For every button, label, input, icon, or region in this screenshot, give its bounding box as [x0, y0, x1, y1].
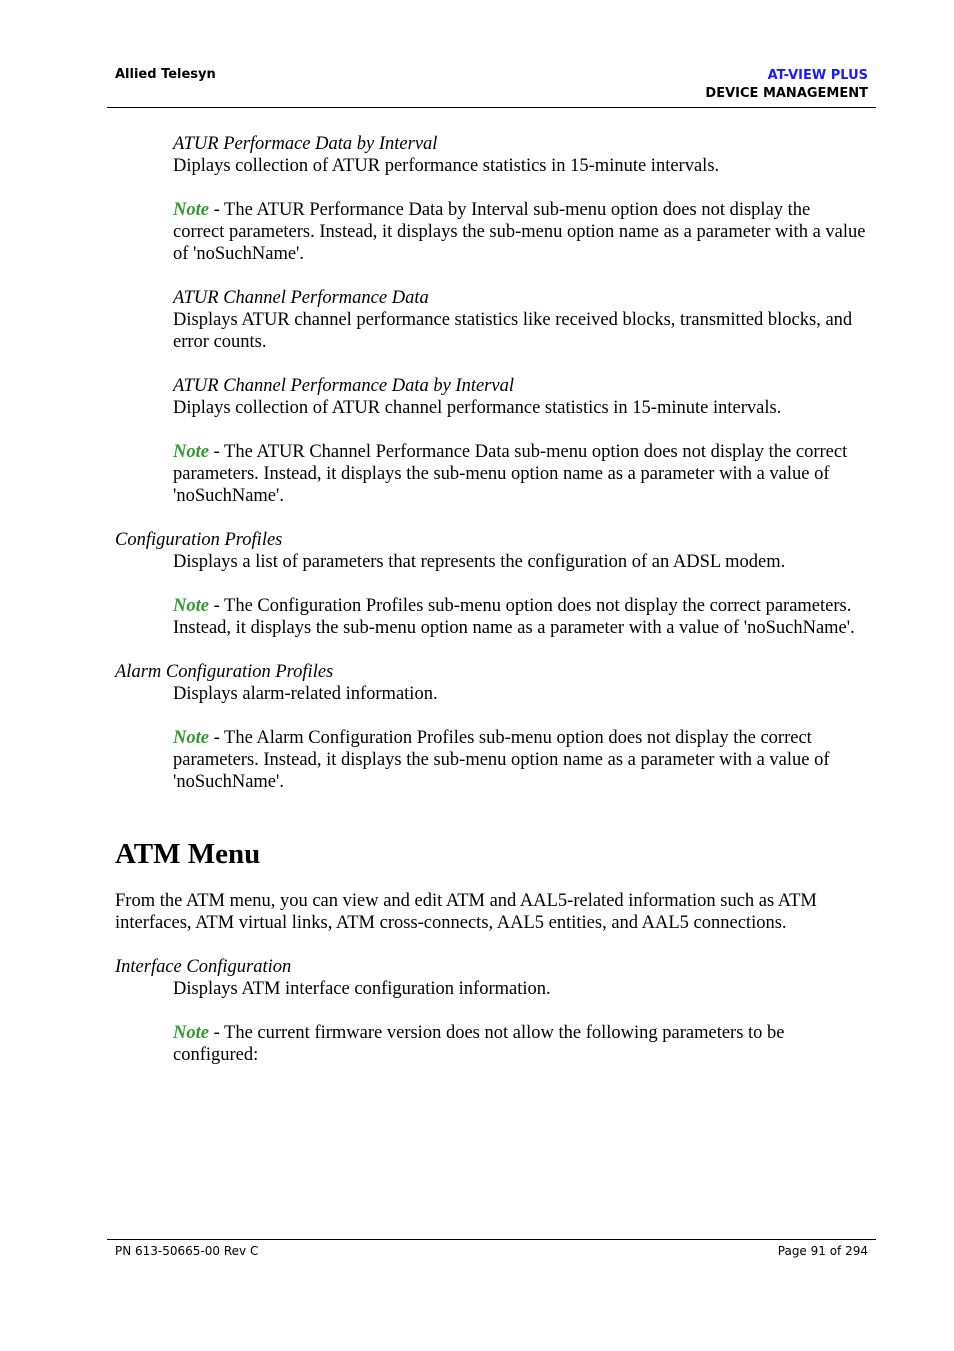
item-title-interface-configuration: Interface Configuration — [115, 957, 292, 977]
header-right — [705, 67, 868, 103]
footer-page-number: Page 91 of 294 — [777, 1244, 868, 1258]
item-title: ATUR Channel Performance Data by Interval — [173, 376, 514, 396]
item-title-alarm-configuration-profiles: Alarm Configuration Profiles — [115, 662, 334, 682]
note-text: - The Configuration Profiles sub-menu option does not display the correct parameters. Instead, it displays the sub-menu option name as a parameter with a value of 'noSuchName'. — [173, 596, 855, 638]
note-label: Note — [173, 728, 209, 748]
note-label: Note — [173, 1023, 209, 1043]
item-desc: Diplays collection of ATUR performance statistics in 15-minute intervals. — [173, 156, 720, 176]
note-label: Note — [173, 442, 209, 462]
header-rule — [107, 107, 876, 108]
note-text: - The current firmware version does not allow the following parameters to be configured: — [173, 1023, 785, 1065]
footer-rule — [107, 1239, 876, 1240]
atm-intro-paragraph: From the ATM menu, you can view and edit ATM and AAL5-related information such as ATM interfaces, ATM virtual links, ATM cross-connects, AAL5 entities, and AAL5 connections. — [115, 891, 817, 933]
note-text: - The Alarm Configuration Profiles sub-menu option does not display the correct parameters. Instead, it displays the sub-menu option name as a parameter with a value of 'noSuchName'. — [173, 728, 830, 792]
item-title-configuration-profiles: Configuration Profiles — [115, 530, 283, 550]
note-label: Note — [173, 200, 209, 220]
item-desc-alarm-configuration-profiles: Displays alarm-related information. — [173, 684, 438, 704]
item-desc: Diplays collection of ATUR channel performance statistics in 15-minute intervals. — [173, 398, 782, 418]
item-title: ATUR Performace Data by Interval — [173, 134, 438, 154]
page-body — [0, 133, 954, 1066]
note-configuration-profiles — [0, 595, 954, 639]
note-interface-configuration — [0, 1022, 954, 1066]
footer-part-number: PN 613-50665-00 Rev C — [115, 1244, 259, 1258]
note-text: - The ATUR Performance Data by Interval sub-menu option does not display the correct parameters. Instead, it displays the sub-menu option name as a parameter with a value of 'noSuchName'. — [173, 200, 866, 264]
note-text: - The ATUR Channel Performance Data sub-menu option does not display the correct parameters. Instead, it displays the sub-menu option name as a parameter with a value of 'noSuchName'. — [173, 442, 848, 506]
note-label: Note — [173, 596, 209, 616]
note-atur-channel-perf — [0, 441, 954, 507]
header-section: DEVICE MANAGEMENT — [705, 86, 868, 101]
header-company: Allied Telesyn — [115, 67, 216, 82]
item-atur-channel-perf-interval — [0, 375, 954, 419]
note-alarm-configuration-profiles — [0, 727, 954, 793]
item-title: ATUR Channel Performance Data — [173, 288, 429, 308]
item-desc: Displays ATUR channel performance statistics like received blocks, transmitted blocks, and error counts. — [173, 310, 853, 352]
item-desc-interface-configuration: Displays ATM interface configuration information. — [173, 979, 551, 999]
note-atur-perf-interval — [0, 199, 954, 265]
section-heading-atm-menu: ATM Menu — [115, 838, 261, 870]
header-product: AT-VIEW PLUS — [767, 68, 868, 83]
item-desc-configuration-profiles: Displays a list of parameters that represents the configuration of an ADSL modem. — [173, 552, 786, 572]
item-atur-channel-perf — [0, 287, 954, 353]
item-atur-perf-interval — [0, 133, 954, 177]
